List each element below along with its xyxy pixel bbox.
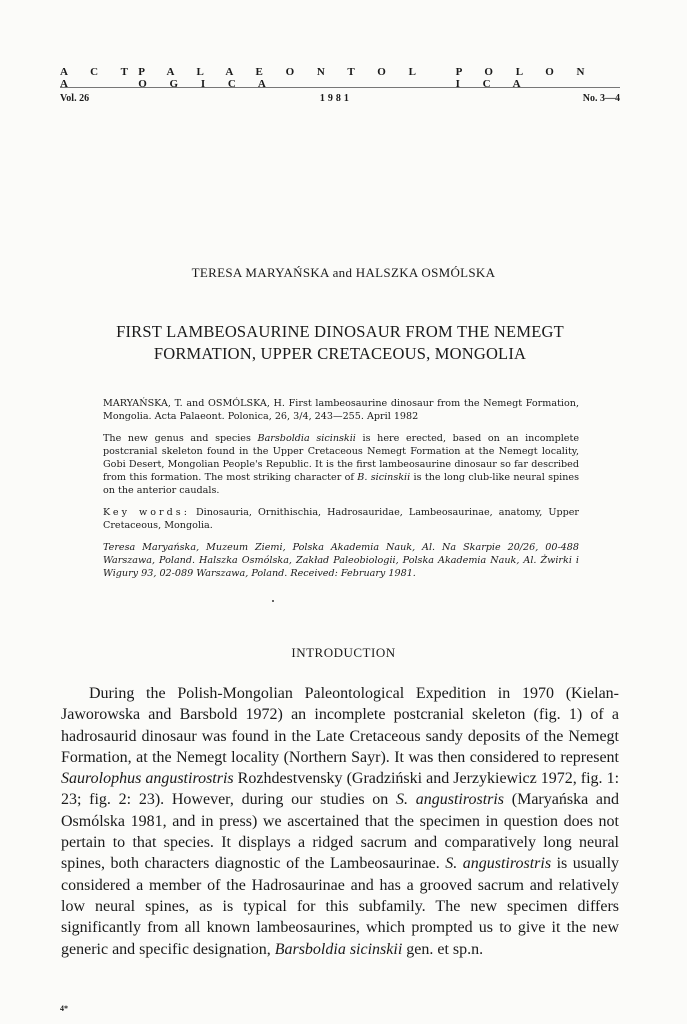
- header-rule: [60, 87, 620, 88]
- title-line-1: FIRST LAMBEOSAURINE DINOSAUR FROM THE NEMEGT: [116, 322, 564, 341]
- intro-species-4: Barsboldia sicinskii: [274, 940, 403, 958]
- intro-text-1: During the Polish-Mongolian Paleontological Expedition in 1970 (Kielan-Jaworowska and Barsbold 1972) an incomplete postcranial skeleton (fig. 1) of a hadrosaurid dinosaur was found in the Late Cretaceous sandy deposits of the Nemegt Formation, at the Nemegt locality (Northern Sayr). It was then considered to represent: [61, 685, 619, 766]
- abstract-text-3: is the long club-like neural spines on the anterior caudals.: [103, 472, 580, 496]
- abstract-reference: MARYAŃSKA, T. and OSMÓLSKA, H. First lambeosaurine dinosaur from the Nemegt Formation, Mongolia. Acta Palaeont. Polonica, 26, 3/4, 243—255. April 1982: [103, 398, 579, 422]
- keywords: [103, 506, 579, 532]
- issue-number: No. 3—4: [582, 93, 620, 104]
- abstract-body: [103, 432, 579, 497]
- intro-text-2: Rozhdestvensky (Gradziński and Jerzykiewicz 1972, fig. 1: 23; fig. 2: 23). However, during our studies on: [61, 770, 620, 809]
- volume-number: Vol. 26: [60, 93, 90, 104]
- signature-mark: 4*: [60, 1004, 68, 1013]
- intro-text-5: gen. et sp.n.: [402, 940, 484, 958]
- intro-species-3: S. angustirostris: [445, 855, 552, 873]
- print-speck: [272, 600, 274, 602]
- journal-word-palaeontologica: P A L A E O N T O L O G I C A: [138, 66, 426, 90]
- abstract-species-abbrev: B. sicinskii: [357, 472, 411, 483]
- publication-year: 1981: [319, 93, 352, 104]
- journal-word-acta: A C T A: [60, 66, 138, 90]
- author-addresses: Teresa Maryańska, Muzeum Ziemi, Polska Akademia Nauk, Al. Na Skarpie 20/26, 00-488 Warszawa, Poland. Halszka Osmólska, Zakład Paleobiologii, Polska Akademia Nauk, Al. Żwirki i Wigury 93, 02-089 Warszawa, Poland. Received: February 1981.: [103, 542, 579, 579]
- paper-title: [90, 321, 590, 365]
- section-heading-introduction: INTRODUCTION: [291, 645, 396, 660]
- volume-line: [60, 93, 620, 104]
- abstract-text-1: The new genus and species: [103, 433, 258, 444]
- title-line-2: FORMATION, UPPER CRETACEOUS, MONGOLIA: [153, 344, 527, 363]
- intro-species-1: Saurolophus angustirostris: [61, 770, 234, 788]
- introduction-paragraph: [61, 683, 619, 960]
- abstract-species-name: Barsboldia sicinskii: [257, 433, 356, 444]
- authors: TERESA MARYAŃSKA and HALSZKA OSMÓLSKA: [191, 265, 496, 280]
- journal-word-polonica: P O L O N I C A: [455, 66, 595, 90]
- keywords-label: Key words:: [103, 507, 190, 518]
- keywords-list: Dinosauria, Ornithischia, Hadrosauridae, Lambeosaurinae, anatomy, Upper Cretaceous, Mongolia.: [103, 507, 579, 531]
- abstract-text-2: is here erected, based on an incomplete postcranial skeleton found in the Upper Cretaceous Nemegt Formation at the Nemegt locality, Gobi Desert, Mongolian People's Republic. It is the first lambeosaurine dinosaur so far described from this formation. The most striking character of: [103, 433, 579, 483]
- intro-text-4: is usually considered a member of the Hadrosaurinae and has a grooved sacrum and relatively low neural spines, as is typical for this subfamily. The new specimen differs significantly from all known lambeosaurines, which prompted us to give it the new generic and specific designation,: [61, 855, 620, 958]
- intro-species-2: S. angustirostris: [396, 791, 505, 809]
- intro-text-3: (Maryańska and Osmólska 1981, and in press) we ascertained that the specimen in question does not pertain to that species. It displays a ridged sacrum and comparatively long neural spines, both characters diagnostic of the Lambeosaurinae.: [61, 791, 619, 873]
